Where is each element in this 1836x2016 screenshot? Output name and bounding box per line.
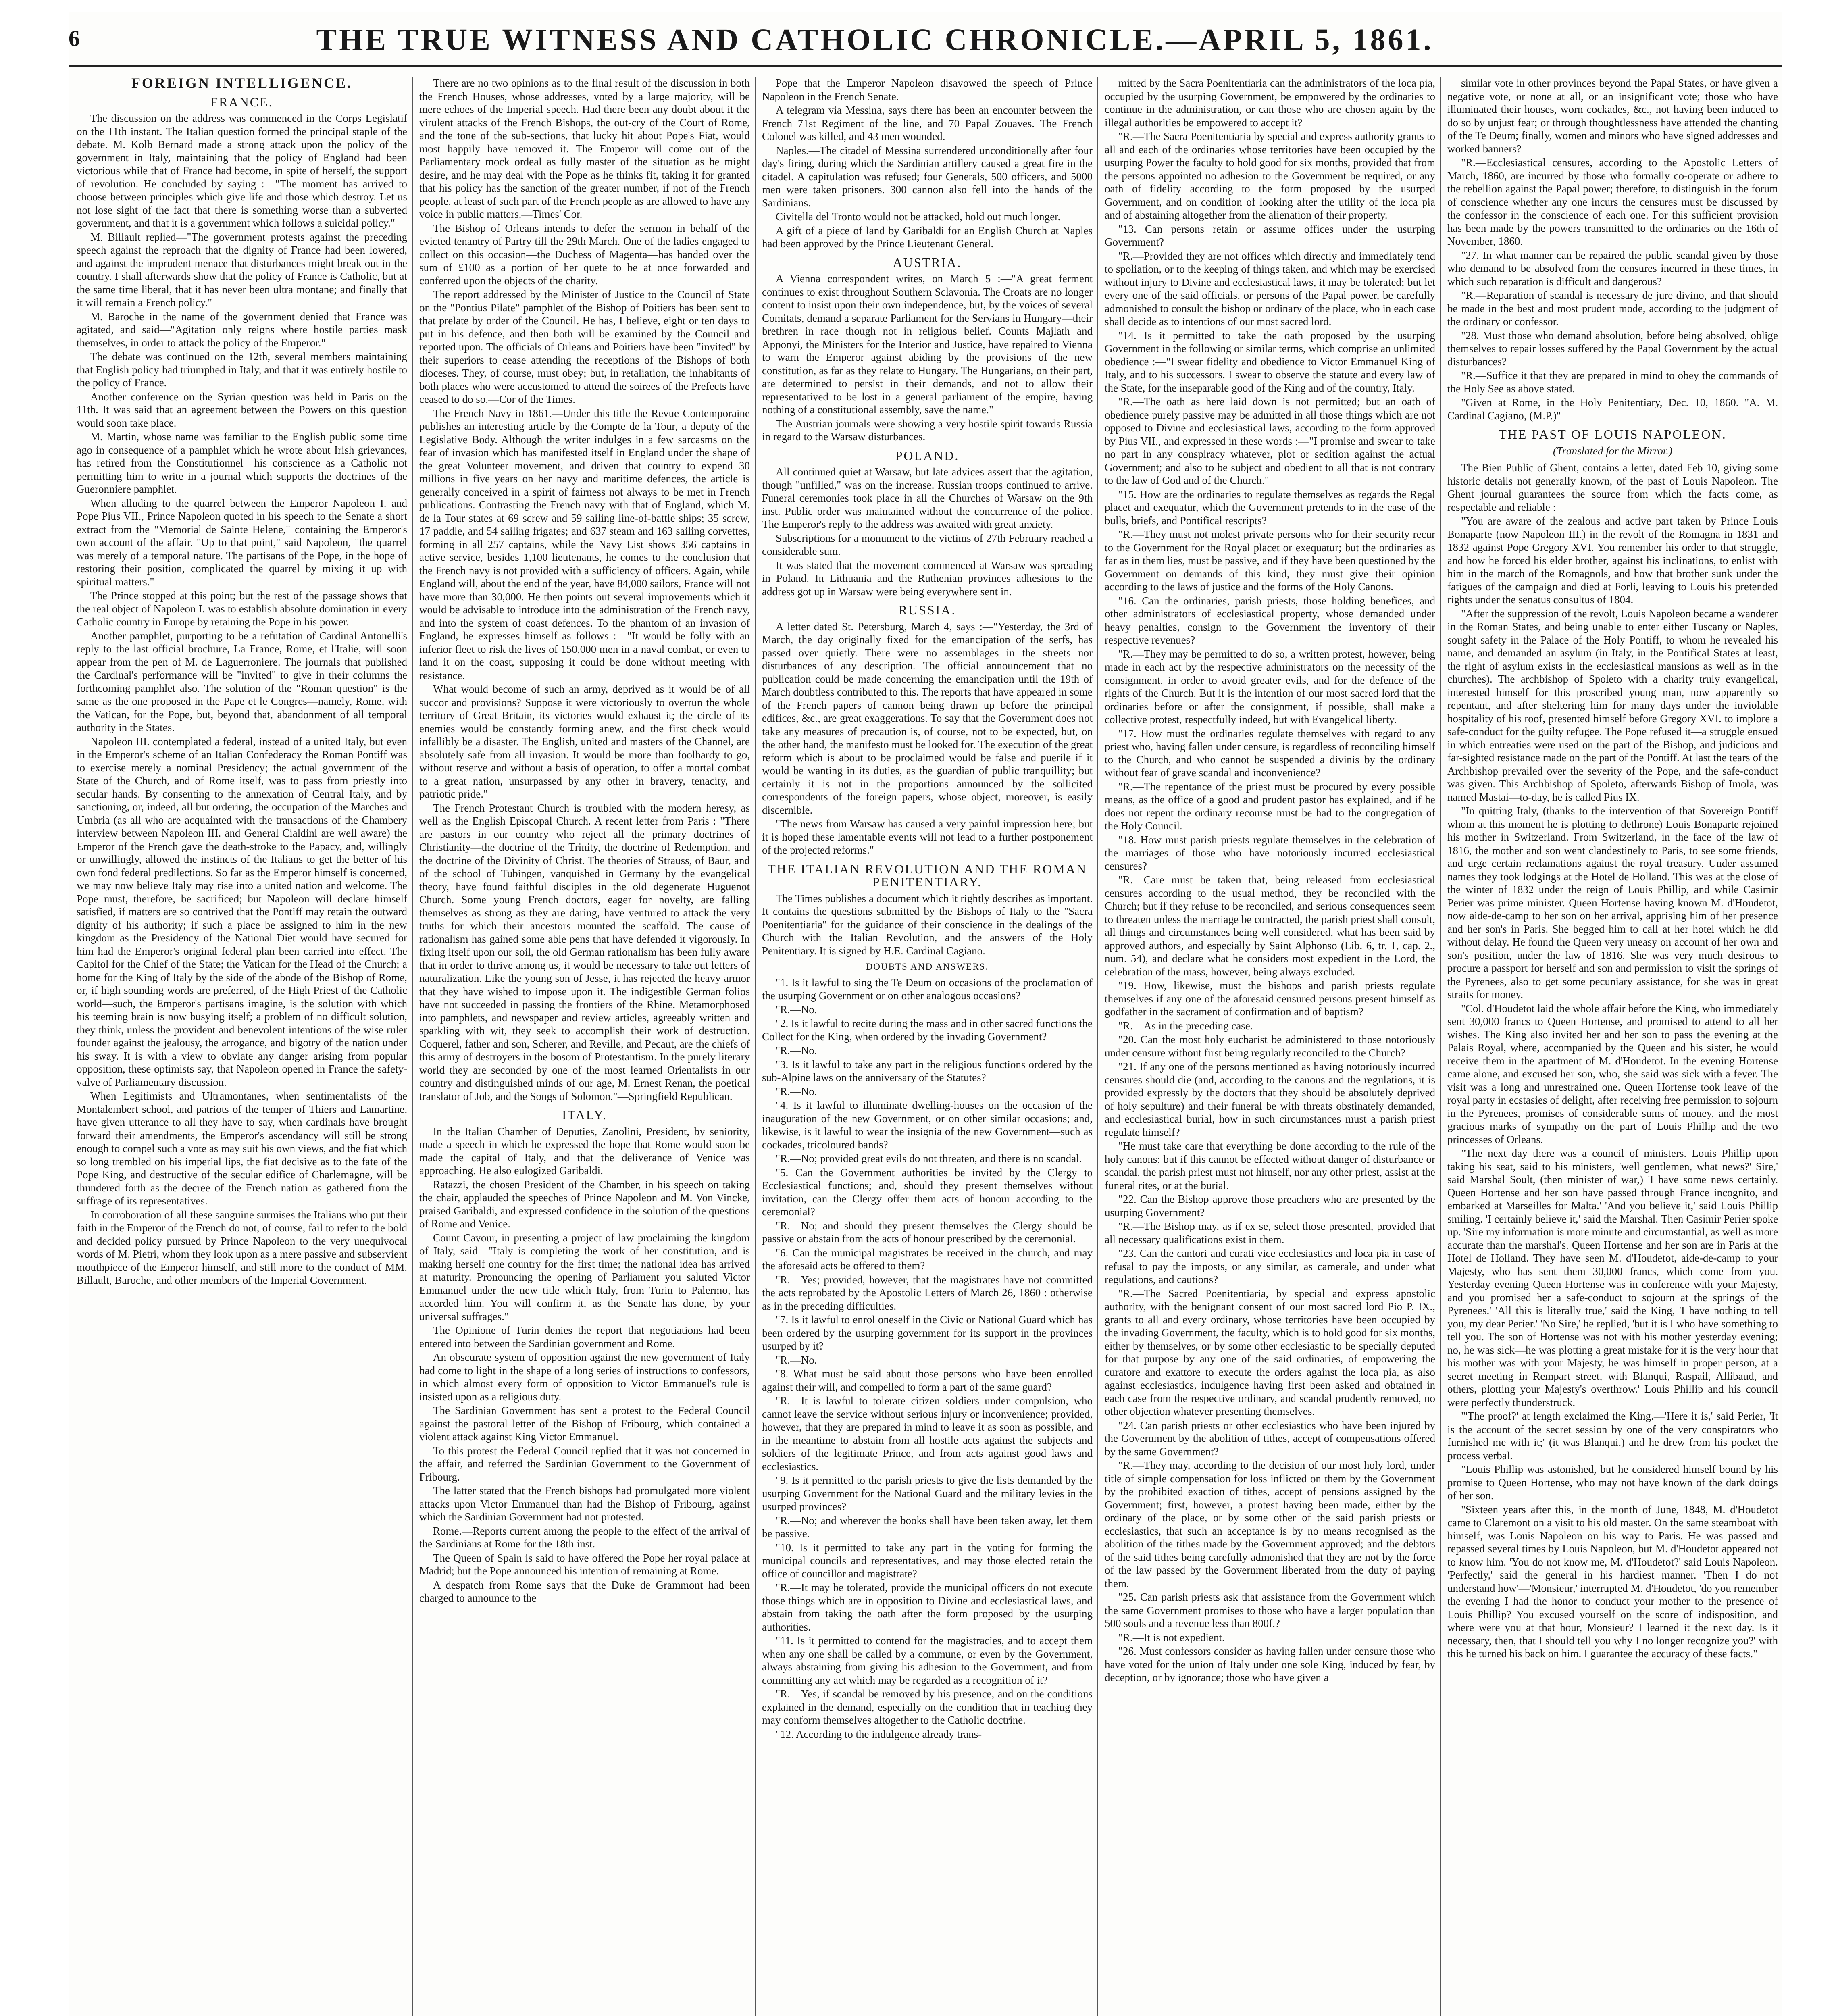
paragraph: "R.—No; and should they present themselves the Clergy should be passive or abstain from the acts of honour prescribed by the ceremonial. bbox=[762, 1219, 1093, 1245]
paragraph: "11. Is it permitted to contend for the magistracies, and to accept them when any one shall be called by a commune, or even by the Government, always abstaining from giving his adhesion to the Government, and from committing any act which may be regarded as a recognition of it? bbox=[762, 1635, 1093, 1686]
paragraph: "R.—It is not expedient. bbox=[1118, 1631, 1225, 1643]
paragraph: When Legitimists and Ultramontanes, when sentimentalists of the Montalembert school, and patriots of the temper of Thiers and Lamartine, have given utterance to all they have to say, when cardinals have brought forward their amendments, the Emperor's ascendancy will still be strong enough to compel such a vote as may suit his own views, and the fiat which so long trembled on his imperial lips, the fiat decisive as to the fate of the Pope King, and destructive of the secular edifice of Charlemagne, will be thundered forth as the decree of the French nation as gathered from the suffrage of its representatives. bbox=[77, 1090, 407, 1207]
paragraph: The Bien Public of Ghent, contains a letter, dated Feb 10, giving some historic details not generally known, of the past of Louis Napoleon. The Ghent journal guarantees the source from which the facts come, as respectable and reliable : bbox=[1447, 462, 1778, 513]
paragraph: "2. Is it lawful to recite during the mass and in other sacred functions the Collect for the King, when ordered by the invading Government? bbox=[762, 1017, 1093, 1043]
article-heading: THE ITALIAN REVOLUTION AND THE ROMAN PENITENTIARY. bbox=[768, 861, 1087, 889]
paragraph: "R.—The Sacred Poenitentiaria, by special and express apostolic authority, with the benignant consent of our most sacred lord Pio P. IX., grants to all and every ordinary, whose territories have been occupied by the invading Government, the faculty, which is to hold good for six months, either by themselves, or by some other ecclesiastic to be specially deputed for that purpose by any one of the said ordinaries, of empowering the curatore and exattore to execute the orders against the loca pia, as also against ecclesiastics, indulgence having first been asked and obtained in each case from the respective ordinary, and scandal prudently removed, no other objection whatever presenting themselves. bbox=[1105, 1287, 1435, 1417]
article-heading: POLAND. bbox=[895, 448, 960, 463]
paragraph: "3. Is it lawful to take any part in the religious functions ordered by the sub-Alpine laws on the anniversary of the Statutes? bbox=[762, 1058, 1093, 1083]
paragraph: The discussion on the address was commenced in the Corps Legislatif on the 11th instant. The Italian question formed the principal staple of the debate. M. Kolb Bernard made a strong attack upon the policy of the government in Italy, maintaining that the policy of England had been victorious while that of France had become, in spite of herself, the support of revolution. He concluded by saying :—"The moment has arrived to choose between principles which give life and those which destroy. Let us not lose sight of the fact that there is something worse than a subverted government, and that it is a government which follows a suicidal policy." bbox=[77, 112, 407, 229]
paragraph: "6. Can the municipal magistrates be received in the church, and may the aforesaid acts be offered to them? bbox=[762, 1246, 1093, 1272]
paragraph: "R.—The repentance of the priest must be procured by every possible means, as the office of a good and prudent pastor has explained, and if he does not repent the ordinary recourse must be had to the congregation of the Holy Council. bbox=[1105, 780, 1435, 832]
paragraph: The Sardinian Government has sent a protest to the Federal Council against the pastoral letter of the Bishop of Fribourg, which contained a violent attack against King Victor Emmanuel. bbox=[419, 1404, 750, 1443]
paragraph: "R.—No; and wherever the books shall have been taken away, let them be passive. bbox=[762, 1514, 1093, 1539]
paragraph: Another conference on the Syrian question was held in Paris on the 11th. It was said that an agreement between the Powers on this question would soon take place. bbox=[77, 390, 407, 429]
paragraph: "R.—Care must be taken that, being released from ecclesiastical censures according to the usual method, they be reconciled with the Church; but if they refuse to be reconciled, and serious consequences seem to threaten unless the marriage be contracted, the parish priest shall consult, all things and circumstances being well considered, what has been said by approved authors, and especially by Saint Alphonso (Lib. 6, tr. 1, cap. 2., num. 54), and declare what he considers most expedient in the Lord, the celebration of the mass, however, being always excluded. bbox=[1105, 874, 1435, 978]
paragraph: "R.—Ecclesiastical censures, according to the Apostolic Letters of March, 1860, are incurred by those who formally co-operate or adhere to the rebellion against the Papal power; therefore, to distinguish in the forum of conscience whether any one incurs the censures must be discussed by the confessor in the conscience of each one. For this sufficient provision has been made by the powers transmitted to the ordinaries on the 16th of November, 1860. bbox=[1447, 156, 1778, 247]
paragraph: M. Baroche in the name of the government denied that France was agitated, and said—"Agitation only reigns where hostile parties mask themselves, in order to attack the policy of the Emperor." bbox=[77, 310, 407, 349]
paragraph: "Sixteen years after this, in the month of June, 1848, M. d'Houdetot came to Claremont on a visit to his old master. On the same steamboat with himself, was Louis Napoleon on his way to Paris. He was passed and repassed several times by Louis Napoleon, but M. d'Houdetot appeared not to know him. 'You do not know me, M. d'Houdetot?' said Louis Napoleon. 'Perfectly,' said the general in his hardiest manner. 'Then I do not understand how'—'Monsieur,' interrupted M. d'Houdetot, 'do you remember the evening I had the honor to conduct your mother to the presence of Louis Phillip? You excused yourself on the score of indisposition, and where were you at that hour, Monsieur? I learned it the next day. Is it necessary, then, that I should tell you why I no longer recognize you?' with this he turned his back on him. I guarantee the accuracy of these facts." bbox=[1447, 1503, 1778, 1660]
paragraph: "You are aware of the zealous and active part taken by Prince Louis Bonaparte (now Napoleon III.) in the revolt of the Romagna in 1831 and 1832 against Pope Gregory XVI. You remember his order to that struggle, and how he forced his elder brother, against his inclinations, to enlist with him in the march of the Romagnols, and how that brother sunk under the fatigues of the campaign and died at Forli, leaving to Louis his pretended rights under the senatus consultus of 1804. bbox=[1447, 515, 1778, 606]
paragraph: similar vote in other provinces beyond the Papal States, or have given a negative vote, or none at all, or an insignificant vote; those who have illuminated their houses, worn cockades, &c., not having been induced to do so by unjust fear; or through thoughtlessness have attended the chanting of the Te Deum; finally, women and minors who have signed addresses and worked banners? bbox=[1447, 77, 1778, 155]
paragraph: "R.—It may be tolerated, provide the municipal officers do not execute those things which are in opposition to Divine and ecclesiastical laws, and abstain from taking the oath after the form proposed by the usurping authorities. bbox=[762, 1581, 1093, 1633]
paragraph: "10. Is it permitted to take any part in the voting for forming the municipal councils and representatives, and may those elected retain the office of councillor and magistrate? bbox=[762, 1541, 1093, 1580]
paragraph: "25. Can parish priests ask that assistance from the Government which the same Government promises to those who have a larger population than 500 souls and a revenue less than 800f.? bbox=[1105, 1591, 1435, 1629]
paragraph: "He must take care that everything be done according to the rule of the holy canons; but if this cannot be effected without danger of disturbance or scandal, the parish priest must not himself, nor any other priest, assist at the funeral rites, or at the burial. bbox=[1105, 1140, 1435, 1191]
paragraph: A telegram via Messina, says there has been an encounter between the French 71st Regiment of the line, and 70 Papal Zouaves. The French Colonel was killed, and 43 men wounded. bbox=[762, 104, 1093, 142]
paragraph: "R.—No. bbox=[776, 1003, 817, 1016]
paragraph: "27. In what manner can be repaired the public scandal given by those who demand to be absolved from the censures incurred in these times, in which such reparation is difficult and dangerous? bbox=[1447, 249, 1778, 287]
paragraph: In corroboration of all these sanguine surmises the Italians who put their faith in the Emperor of the French do not, of course, fail to refer to the bold and decided policy pursued by Prince Napoleon to the very unequivocal words of M. Pietri, whom they look upon as a mere passive and subservient mouthpiece of the Emperor himself, and still more to the conduct of MM. Billault, Baroche, and other members of the Imperial Government. bbox=[77, 1208, 407, 1286]
article-heading: ITALY. bbox=[562, 1108, 608, 1122]
paragraph: "13. Can persons retain or assume offices under the usurping Government? bbox=[1105, 223, 1435, 248]
newspaper-page bbox=[69, 12, 1782, 2016]
paragraph: All continued quiet at Warsaw, but late advices assert that the agitation, though "unfilled," was on the increase. Russian troops continued to arrive. Funeral ceremonies took place in all the Churches of Warsaw on the 9th inst. Public order was maintained without the concurrence of the police. The Emperor's reply to the address was awaited with great anxiety. bbox=[762, 466, 1093, 530]
section-heading: FOREIGN INTELLIGENCE. bbox=[131, 77, 353, 91]
paragraph: The Times publishes a document which it rightly describes as important. It contains the questions submitted by the Bishops of Italy to the "Sacra Poenitentiaria" for the guidance of their conscience in the dealings of the Church with the Italian Revolution, and the answers of the Holy Penitentiary. It is signed by H.E. Cardinal Cagiano. bbox=[762, 892, 1093, 957]
column-divider bbox=[412, 77, 413, 2016]
paragraph: "R.—Reparation of scandal is necessary de jure divino, and that should be made in the best and most prudent mode, according to the judgment of the ordinary or confessor. bbox=[1447, 289, 1778, 327]
paragraph: "1. Is it lawful to sing the Te Deum on occasions of the proclamation of the usurping Government or on other analogous occasions? bbox=[762, 976, 1093, 1002]
paragraph: Napoleon III. contemplated a federal, instead of a united Italy, but even in the Emperor's scheme of an Italian Confederacy the Roman Pontiff was to exercise merely a nominal Presidency; the actual government of the State of the Church, and of Rome itself, was to pass from priestly into secular hands. By consenting to the annexation of Central Italy, and by sanctioning, or, indeed, all but ordering, the occupation of the Marches and Umbria (as all who are acquainted with the transactions of the Chambery interview between Napoleon III. and General Cialdini are well aware) the Emperor of the French gave the death-stroke to the Papacy, and, willingly or unwillingly, allowed the instincts of the Italians to get the better of his own fond federal predilections. So far as the Emperor himself is concerned, we may now believe Italy may rise into a united nation and welcome. The Pope must, therefore, be sacrificed; but Napoleon will declare himself satisfied, if matters are so contrived that the Pontiff may retain the outward dignity of his authority; if such a place be assigned to him in the new kingdom as the Presidency of the National Diet would have secured for him had the Emperor's original federal plan been carried into effect. The Capitol for the Chief of the State; the Vatican for the Head of the Church; a home for the King of Italy by the side of the abode of the Bishop of Rome, or, if high sounding words are preferred, of the High Priest of the Catholic world—such, the Emperor's partisans imagine, is the solution with which his teeming brain is now busying itself; a problem of no difficult solution, they think, unless the provident and benevolent intentions of the wise ruler founder against the jealousy, the arrogance, and bigotry of the nation under his sway. It is with a view to obviate any danger arising from popular opposition, these optimists say, that Napoleon opened in France the safety-valve of Parliamentary discussion. bbox=[77, 735, 407, 1088]
paragraph: An obscurate system of opposition against the new government of Italy had come to light in the shape of a long series of instructions to confessors, in which almost every form of opposition to Victor Emmanuel's rule is insisted upon as a religious duty. bbox=[419, 1351, 750, 1403]
paragraph: In the Italian Chamber of Deputies, Zanolini, President, by seniority, made a speech in which he expressed the hope that Rome would soon be made the capital of Italy, and that the deliverance of Venice was approaching. He also eulogized Garibaldi. bbox=[419, 1125, 750, 1177]
column-1 bbox=[77, 77, 407, 2016]
paragraph: The latter stated that the French bishops had promulgated more violent attacks upon Victor Emmanuel than had the Bishop of Fribourg, against which the Sardinian Government had not protested. bbox=[419, 1485, 750, 1523]
paragraph: A Vienna correspondent writes, on March 5 :—"A great ferment continues to exist throughout Southern Sclavonia. The Croats are no longer content to insist upon their own independence, but, by the voices of several Comitats, demand a separate Parliament for the Servians in Hungary—their brethren in race though not in religious belief. Counts Majlath and Apponyi, the Ministers for the Interior and Justice, have repaired to Vienna to warn the Emperor against abiding by the provisions of the new constitution, as far as they relate to Hungary. The Hungarians, on their part, are determined to persist in their demands, and not to allow their representatived to be lost in a general parliament of the empire, having nothing of a constitutional assembly, save the name." bbox=[762, 273, 1093, 416]
masthead bbox=[69, 20, 1782, 65]
article-heading: THE PAST OF LOUIS NAPOLEON. bbox=[1499, 427, 1727, 442]
column-2 bbox=[419, 77, 750, 2016]
paragraph: A letter dated St. Petersburg, March 4, says :—"Yesterday, the 3rd of March, the day originally fixed for the emancipation of the serfs, has passed over quietly. There were no assemblages in the streets nor disturbances of any description. The official announcement that no publication could be made concerning the emancipation until the 19th of March doubtless contributed to this. The reports that have appeared in some of the French papers of cannon being drawn up before the principal edifices, &c., are great exaggerations. To say that the Government does not take any measures of precaution is, of course, not to be expected, but, on the other hand, the manifesto must be looked for. The execution of the great reform which is about to be proclaimed would be false and puerile if it would be wanting in its duties, as the guardian of public tranquillity; but certainly it is not in the proportions announced by the sollicited correspondents of the foreign papers, whose object, moreover, is easily discernible. bbox=[762, 620, 1093, 816]
subheading: (Translated for the Mirror.) bbox=[1553, 444, 1673, 457]
paragraph: "In quitting Italy, (thanks to the intervention of that Sovereign Pontiff whom at this moment he is plotting to dethrone) Louis Bonaparte rejoined his mother in Switzerland. From Switzerland, in the face of the law of 1816, the mother and son went clandestinely to Paris, to see some friends, and urge certain reclamations against the royal treasury. Under assumed names they took lodgings at the Hotel de Holland. This was at the close of the winter of 1832 under the reign of Louis Phillip, and while Casimir Perier was prime minister. Queen Hortense having known M. d'Houdetot, now aide-de-camp to her son on her arrival, apprising him of her presence and her son's in Paris. She begged him to call at her hotel which he did without delay. He found the Queen very uneasy on account of her own and son's position, under the law of 1816. She was very much desirous to procure a passport for herself and son and permission to visit the springs of the Pyrenees, also to get some pecuniary assistance, for she was in great straits for money. bbox=[1447, 805, 1778, 1000]
article-heading: FRANCE. bbox=[210, 94, 273, 109]
paragraph: There are no two opinions as to the final result of the discussion in both the French Houses, whose addresses, voted by a large majority, will be mere echoes of the Imperial speech. Had there been any doubt about it the virulent attacks of the French Bishops, the out-cry of the Court of Rome, and the tone of the sub-sections, that lucky hit about Pope's Fiat, would most happily have removed it. The Emperor will come out of the Parliamentary mock ordeal as fully master of the situation as he might desire, and he may deal with the Pope as he thinks fit, taking it for granted that his policy has the sanction of the greater number, if not of the French people, at least of such part of the French people as are allowed to have any voice in public matters.—Times' Cor. bbox=[419, 77, 750, 220]
paragraph: "21. If any one of the persons mentioned as having notoriously incurred censures should die (and, according to the canons and the regulations, it is provided expressly by the doctors that they should be absolutely deprived of holy sepulture) and their funeral be with threats obstinately demanded, and ecclesiastical burial, how in such circumstances must a parish priest regulate himself? bbox=[1105, 1060, 1435, 1138]
paragraph: Ratazzi, the chosen President of the Chamber, in his speech on taking the chair, applauded the speeches of Prince Napoleon and M. Von Vincke, praised Garibaldi, and expressed confidence in the solution of the questions of Rome and Venice. bbox=[419, 1178, 750, 1230]
paragraph: "14. Is it permitted to take the oath proposed by the usurping Government in the following or similar terms, which comprise an unlimited obedience :—"I swear fidelity and obedience to Victor Emmanuel King of Italy, and to his successors. I swear to observe the statute and every law of the State, for the inseparable good of the King and of the country, Italy. bbox=[1105, 329, 1435, 394]
paragraph: Count Cavour, in presenting a project of law proclaiming the kingdom of Italy, said—"Italy is completing the work of her constitution, and is making herself one country for the first time; the national idea has arrived at maturity. Pronouncing the opening of Parliament you saluted Victor Emmanuel under the new title which Italy, from Turin to Palermo, has accorded him. You will confirm it, as the Senate has done, by your universal suffrages." bbox=[419, 1231, 750, 1322]
paragraph: "17. How must the ordinaries regulate themselves with regard to any priest who, having fallen under censure, is regardless of reconciling himself to the Church, and who cannot be suspended a divinis by the ordinary without fear of grave scandal and inconvenience? bbox=[1105, 727, 1435, 779]
paragraph: "R.—Provided they are not offices which directly and immediately tend to spoliation, or to the keeping of things taken, and which may be exercised without injury to Divine and ecclesiastical laws, it may be tolerated; but let every one of the said officials, or persons of the Papal power, be carefully admonished to consult the bishop or ordinary of the place, who in each case shall decide as to intentions of our most sacred lord. bbox=[1105, 250, 1435, 327]
column-4 bbox=[1105, 77, 1435, 2016]
paragraph: "19. How, likewise, must the bishops and parish priests regulate themselves if any one of the aforesaid censured persons present himself as godfather in the sacrament of confirmation and of baptism? bbox=[1105, 979, 1435, 1018]
paragraph: M. Billault replied—"The government protests against the preceding speech against the reproach that the dignity of France had been lowered, and against the imprudent menace that disturbances might break out in the country. I shall afterwards show that the policy of France is Catholic, but at the same time liberal, that it has never been ultra montane; and finally that it will remain a French policy." bbox=[77, 231, 407, 308]
paragraph: "5. Can the Government authorities be invited by the Clergy to Ecclesiastical functions; and, should they present themselves without invitation, can the Clergy offer them acts of honour according to the ceremonial? bbox=[762, 1166, 1093, 1218]
paragraph: "Louis Phillip was astonished, but he considered himself bound by his promise to Queen Hortense, who may not have known of the dark doings of her son. bbox=[1447, 1463, 1778, 1502]
paragraph: "4. Is it lawful to illuminate dwelling-houses on the occasion of the inauguration of the new Government, or on other similar occasions; and, likewise, is it lawful to wear the insignia of the new Government—such as cockades, tricoloured bands? bbox=[762, 1099, 1093, 1151]
paragraph: "R.—Suffice it that they are prepared in mind to obey the commands of the Holy See as above stated. bbox=[1447, 369, 1778, 395]
paragraph: "18. How must parish priests regulate themselves in the celebration of the marriages of those who have notoriously incurred ecclesiastical censures? bbox=[1105, 833, 1435, 872]
paragraph: "R.—Yes; provided, however, that the magistrates have not committed the acts reprobated by the Apostolic Letters of March 26, 1860 : otherwise as in the preceding difficulties. bbox=[762, 1273, 1093, 1312]
paragraph: Subscriptions for a monument to the victims of 27th February reached a considerable sum. bbox=[762, 532, 1093, 557]
paragraph: "22. Can the Bishop approve those preachers who are presented by the usurping Government? bbox=[1105, 1193, 1435, 1218]
paragraph: "R.—The oath as here laid down is not permitted; but an oath of obedience purely passive may be admitted in all those things which are not opposed to Divine and ecclesiastical laws, according to the form approved by Pius VII., and expressed in these words :—"I promise and swear to take no part in any conspiracy whatever, plot or sedition against the actual Government; and also to be subject and obedient to all that is not contrary to the law of God and of the Church." bbox=[1105, 396, 1435, 486]
paragraph: "15. How are the ordinaries to regulate themselves as regards the Regal placet and exequatur, which the Government pretends to in the case of the bulls, briefs, and Pontifical rescripts? bbox=[1105, 488, 1435, 527]
paragraph: Pope that the Emperor Napoleon disavowed the speech of Prince Napoleon in the French Senate. bbox=[762, 77, 1093, 102]
paragraph: "20. Can the most holy eucharist be administered to those notoriously under censure without first being regularly reconciled to the Church? bbox=[1105, 1033, 1435, 1059]
paragraph: What would become of such an army, deprived as it would be of all succor and provisions? Suppose it were victoriously to overrun the whole territory of Great Britain, its victories would exhaust it; the circle of its enemies would be constantly forming anew, and the first check would infallibly be a disaster. The English, united and masters of the Channel, are absolutely safe from all invasion. It would be more than foolhardy to go, without reserve and without a basis of operation, to offer a mortal combat to a great nation, unsurpassed by any other in bravery, tenacity, and patriotic pride." bbox=[419, 683, 750, 800]
paragraph: Rome.—Reports current among the people to the effect of the arrival of the Sardinians at Rome for the 18th inst. bbox=[419, 1524, 750, 1550]
column-divider bbox=[1097, 77, 1098, 2016]
column-5 bbox=[1447, 77, 1778, 2016]
paragraph: The Austrian journals were showing a very hostile spirit towards Russia in regard to the Warsaw disturbances. bbox=[762, 417, 1093, 443]
paragraph: "R.—No. bbox=[776, 1085, 817, 1098]
paragraph: Naples.—The citadel of Messina surrendered unconditionally after four day's firing, during which the Sardinian artillery caused a great fire in the citadel. A capitulation was refused; four Generals, 500 officers, and 5000 men were taken prisoners. 300 cannon also fell into the hands of the Sardinians. bbox=[762, 144, 1093, 209]
newspaper-title: THE TRUE WITNESS AND CATHOLIC CHRONICLE.—APRIL 5, 1861. bbox=[316, 23, 1434, 57]
paragraph: To this protest the Federal Council replied that it was not concerned in the affair, and referred the Sardinian Government to the Government of Fribourg. bbox=[419, 1444, 750, 1483]
paragraph: mitted by the Sacra Poenitentiaria can the administrators of the loca pia, occupied by the usurping Government, be empowered by the ordinaries to continue in the administration, or can those who are chosen again by the illegal authorities be empowered to accept it? bbox=[1105, 77, 1435, 129]
paragraph: "9. Is it permitted to the parish priests to give the lists demanded by the usurping Government for the National Guard and the military levies in the usurped provinces? bbox=[762, 1474, 1093, 1512]
paragraph: M. Martin, whose name was familiar to the English public some time ago in consequence of a pamphlet which he wrote about Irish grievances, has retired from the Constitutionnel—his conscience as a Catholic not permitting him to write in a journal which supports the doctrines of the Gueronniere pamphlet. bbox=[77, 431, 407, 495]
paragraph: "16. Can the ordinaries, parish priests, those holding benefices, and other administrators of ecclesiastical property, whose demanded under heavy penalties, consign to the Government the inventory of their respective revenues? bbox=[1105, 594, 1435, 646]
paragraph: The Bishop of Orleans intends to defer the sermon in behalf of the evicted tenantry of Partry till the 29th March. One of the ladies engaged to collect on this occasion—the Duchess of Magenta—has handed over the sum of £100 as a portion of her quete to be at once forwarded and conferred upon the objects of the charity. bbox=[419, 222, 750, 287]
paragraph: The report addressed by the Minister of Justice to the Council of State on the "Pontius Pilate" pamphlet of the Bishop of Poitiers has been sent to that prelate by order of the Council. He has, I believe, eight or ten days to put in his defence, and then both will be examined by the Council and reported upon. The officials of Orleans and Poitiers have been "invited" by their superiors to cease attending the receptions of the Bishops of both dioceses. They, of course, must obey; but, in retaliation, the inhabitants of both places who were accustomed to attend the soirees of the Prefects have ceased to do so.—Cor of the Times. bbox=[419, 288, 750, 405]
page-number: 6 bbox=[69, 26, 80, 51]
paragraph: The French Navy in 1861.—Under this title the Revue Contemporaine publishes an interesting article by the Compte de la Tour, a deputy of the Legislative Body. Although the writer indulges in a few sarcasms on the fear of invasion which has manifested itself in England under the shape of the great Volunteer movement, and driven that country to expend 30 millions in five years on her navy and maritime defences, the article is generally conceived in a spirit of fairness not always to be met in French publications. Contrasting the French navy with that of England, which M. de la Tour states at 69 screw and 59 sailing line-of-battle ships; 35 screw, 17 paddle, and 54 sailing frigates; and 637 steam and 163 sailing corvettes, forming in all 257 captains, while the Navy List shows 356 captains in active service, besides 1,100 lieutenants, he comes to the conclusion that the French navy is not provided with a sufficiency of officers. Again, while England will, about the end of the year, have 84,000 sailors, France will not have more than 30,000. He then points out several improvements which it would be advisable to introduce into the administration of the French navy, and into the system of coast defences. To the phantom of an invasion of England, he expresses himself as follows :—"It would be folly with an inferior fleet to risk the lives of 150,000 men in a naval combat, or even to land it on the coast, supposing it could be done without meeting with resistance. bbox=[419, 407, 750, 681]
paragraph: A despatch from Rome says that the Duke de Grammont had been charged to announce to the bbox=[419, 1579, 750, 1604]
paragraph: "'The proof?' at length exclaimed the King.—'Here it is,' said Perier, 'It is the account of the secret session by one of the very conspirators who furnished me with it;' (it was Blanqui,) and he drew from his pocket the process verbal. bbox=[1447, 1410, 1778, 1462]
paragraph: The Queen of Spain is said to have offered the Pope her royal palace at Madrid; but the Pope announced his intention of remaining at Rome. bbox=[419, 1552, 750, 1577]
paragraph: Another pamphlet, purporting to be a refutation of Cardinal Antonelli's reply to the last official brochure, La France, Rome, et l'Italie, will soon appear from the pen of M. de Laguerroniere. The journals that published the Cardinal's performance will be "invited" to give in their columns the forthcoming pamphlet also. The solution of the "Roman question" is the same as the one proposed in the Pape et le Congres—namely, Rome, with the Vatican, for the Pope, but, beyond that, abandonment of all temporal authority in the States. bbox=[77, 629, 407, 733]
paragraph: "12. According to the indulgence already trans- bbox=[776, 1728, 982, 1740]
paragraph: It was stated that the movement commenced at Warsaw was spreading in Poland. In Lithuania and the Ruthenian provinces adhesions to the address got up in Warsaw were being everywhere sent in. bbox=[762, 559, 1093, 598]
column-divider bbox=[1440, 77, 1441, 2016]
paragraph: The Opinione of Turin denies the report that negotiations had been entered into between the Sardinian government and Rome. bbox=[419, 1324, 750, 1350]
masthead-rule bbox=[69, 65, 1782, 67]
article-heading: AUSTRIA. bbox=[893, 255, 962, 270]
article-heading: RUSSIA. bbox=[898, 603, 956, 617]
column-3 bbox=[762, 77, 1093, 2016]
paragraph: "26. Must confessors consider as having fallen under censure those who have voted for the union of Italy under one sole King, induced by fear, by deception, or by ignorance; those who have given a bbox=[1105, 1645, 1435, 1683]
paragraph: "24. Can parish priests or other ecclesiastics who have been injured by the Government by the abolition of tithes, accept of compensations offered by the same Government? bbox=[1105, 1419, 1435, 1458]
small-heading: DOUBTS AND ANSWERS. bbox=[866, 962, 989, 972]
paragraph: The debate was continued on the 12th, several members maintaining that English policy had triumphed in Italy, and that it was entirely hostile to the policy of France. bbox=[77, 350, 407, 389]
paragraph: "The next day there was a council of ministers. Louis Phillip upon taking his seat, said to his ministers, 'well gentlemen, what news?' Sire,' said Marshal Soult, (then minister of war,) 'I have some news certainly. Queen Hortense and her son have passed through France incognito, and embarked at Marseilles for Malta.' 'And you believe it,' said Louis Phillip smiling. 'I certainly believe it,' said the Marshal. Then Casimir Perier spoke up. 'Sire my information is more minute and circumstantial, as well as more accurate than the marshal's. Queen Hortense and her son are in Paris at the Hotel de Holland. They have seen M. d'Houdetot, aide-de-camp to your Majesty, who has sent them 30,000 francs, which come from you. Yesterday evening Queen Hortense was in conference with your Majesty, and you promised her a safe-conduct to sojourn at the springs of the Pyrenees.' 'All this is literally true,' said the King, 'I have nothing to tell you, my dear Perier.' 'No Sire,' he replied, 'but it is I who have something to tell you. The son of Hortense was not with his mother yesterday evening; no, he was sick—he was plotting a great mistake for it is the very hour that his mother was with your Majesty, he was himself in proper person, at a secret meeting in Rempart street, with Blanqui, Raspail, Allibaud, and others, plotting your Majesty's overthrow.' Louis Phillip and his council were perfectly thunderstruck. bbox=[1447, 1147, 1778, 1408]
paragraph: "28. Must those who demand absolution, before being absolved, oblige themselves to repair losses suffered by the Papal Government by the actual disturbances? bbox=[1447, 329, 1778, 368]
paragraph: The French Protestant Church is troubled with the modern heresy, as well as the English Episcopal Church. A recent letter from Paris : "There are pastors in our country who reject all the primary doctrines of Christianity—the doctrine of the Trinity, the doctrine of Redemption, and the doctrine of the Divinity of Christ. The theories of Strauss, of Baur, and of the school of Tubingen, vanquished in Germany by the evangelical theory, have found faithful disciples in the old degenerate Huguenot Church. Some young French doctors, eager for novelty, are falling themselves as strong as they are daring, have ventured to attack the very truths for which their ancestors mounted the scaffold. The cause of rationalism has gained some able pens that have defended it vigorously. In fixing itself upon our soil, the old German rationalism has been fully aware that in order to thrive among us, it would be necessary to take out letters of naturalization. Like the young son of Jesse, it has rejected the heavy armor that they have wished to impose upon it. The indigestible German folios have not succeeded in passing the frontiers of the Rhine. Metamorphosed into pamphlets, and newspaper and review articles, agreeably written and sparkling with wit, they seek to accomplish their work of destruction. Coquerel, father and son, Scherer, and Reville, and Pecaut, are the chiefs of this army of destroyers in the bosom of Protestantism. In the purely literary world they are seconded by one of the most learned Orientalists in our country and distinguished minds of our age, M. Ernest Renan, the poetical translator of Job, and the Songs of Solomon."—Springfield Republican. bbox=[419, 802, 750, 1102]
paragraph: Civitella del Tronto would not be attacked, hold out much longer. bbox=[776, 210, 1061, 223]
paragraph: "After the suppression of the revolt, Louis Napoleon became a wanderer in the Roman States, and being unable to enter either Tuscany or Naples, sought safety in the Palace of the Holy Pontiff, to whom he revealed his name, and demanded an asylum (in Italy, in the Pontifical States at least, the right of asylum exists in the ecclesiastical mansions as well as in the churches). The archbishop of Spoleto with a charity truly evangelical, interested himself for this proscribed young man, now apparently so repentant, and after sheltering him for many days under the inviolable hospitality of his roof, presented himself before Gregory XVI. to implore a safe-conduct for the guilty refugee. The Pope refused it—a struggle ensued in which entreaties were used on the part of the Bishop, and judicious and far-sighted resistance made on the part of the Pontiff. At last the tears of the Archbishop prevailed over the severity of the Pope, and the safe-conduct was given. This Archbishop of Spoleto, afterwards Bishop of Imola, was named Mastai—to-day, he is called Pius IX. bbox=[1447, 607, 1778, 803]
paragraph: When alluding to the quarrel between the Emperor Napoleon I. and Pope Pius VII., Prince Napoleon quoted in his speech to the Senate a short extract from the "Memorial de Sainte Helene," containing the Emperor's own account of the affair. "Up to that point," said Napoleon, "the quarrel was merely of a temporal nature. The partisans of the Pope, in the hope of restoring their position, complicated the quarrel by mixing it up with spiritual matters." bbox=[77, 497, 407, 588]
paragraph: "R.—No. bbox=[776, 1354, 817, 1366]
paragraph: "23. Can the cantori and curati vice ecclesiastics and loca pia in case of refusal to pay the imposts, or any similar, as camerale, and under what regulations, and cautions? bbox=[1105, 1247, 1435, 1285]
paragraph: "Col. d'Houdetot laid the whole affair before the King, who immediately sent 30,000 francs to Queen Hortense, and promised to attend to all her wishes. The King also invited her and her son to pass the evening at the Palais Royal, where, accompanied by the Queen and his sister, he would receive them in the apartment of M. d'Houdetot. In the evening Hortense came alone, and excused her son, who, she said was sick with a fever. The visit was a long and unrestrained one. Queen Hortense took leave of the royal party in ecstasies of delight, after receiving free permission to sojourn in the Pyrenees, promises of considerable sums of money, and the most gracious marks of sympathy on the part of Louis Phillip and the two princesses of Orleans. bbox=[1447, 1002, 1778, 1145]
paragraph: "R.—No; provided great evils do not threaten, and there is no scandal. bbox=[776, 1152, 1082, 1164]
paragraph: "R.—As in the preceding case. bbox=[1118, 1019, 1253, 1032]
paragraph: "Given at Rome, in the Holy Penitentiary, Dec. 10, 1860. "A. M. Cardinal Cagiano, (M.P.)" bbox=[1447, 396, 1778, 422]
paragraph: "R.—The Sacra Poenitentiaria by special and express authority grants to all and each of the ordinaries whose territories have been occupied by the usurping Power the faculty to hold good for six months, provided that from the persons appointed no adhesion to the Government be required, or any oath of fidelity according to the form proposed by the usurped Government, and on condition of looking after the utility of the loca pia and of abstaining altogether from the alienation of their property. bbox=[1105, 130, 1435, 221]
paragraph: "R.—It is lawful to tolerate citizen soldiers under compulsion, who cannot leave the service without serious injury or inconvenience; provided, however, that they are prepared in mind to leave it as soon as possible, and in the meantime to abstain from all hostile acts against the subjects and soldiers of the legitimate Prince, and from acts against good laws and ecclesiastics. bbox=[762, 1395, 1093, 1472]
paragraph: "R.—The Bishop may, as if ex se, select those presented, provided that all necessary qualifications exist in them. bbox=[1105, 1220, 1435, 1245]
column-divider bbox=[755, 77, 756, 2016]
paragraph: "7. Is it lawful to enrol oneself in the Civic or National Guard which has been ordered by the usurping government for its support in the provinces usurped by it? bbox=[762, 1314, 1093, 1352]
paragraph: "R.—Yes, if scandal be removed by his presence, and on the conditions explained in the demand, especially on the condition that in teaching they may conform themselves altogether to the Catholic doctrine. bbox=[762, 1688, 1093, 1726]
paragraph: "R.—They may, according to the decision of our most holy lord, under title of simple compensation for loss inflicted on them by the Government by the prohibited exaction of tithes, accept of pensions assigned by the Government; first, however, a protest having been made, either by the ordinary of the place, or by some other of the said parish priests or ecclesiastics, that such an acceptance is by no means recognised as the abolition of the tithes made by the Government approved; and the debtors of the said tithes being carefully admonished that they are not by the force of the law passed by the Government liberated from the duty of paying them. bbox=[1105, 1459, 1435, 1589]
paragraph: "R.—No. bbox=[776, 1044, 817, 1056]
paragraph: "R.—They must not molest private persons who for their security recur to the Government for the Royal placet or exequatur; but the ordinaries as far as in them lies, must be passive, and if they have been questioned by the Government on demands of this kind, they must give their opinion according to the laws of justice and the forms of the Holy Canons. bbox=[1105, 528, 1435, 593]
paragraph: "8. What must be said about those persons who have been enrolled against their will, and compelled to form a part of the same guard? bbox=[762, 1368, 1093, 1393]
paragraph: A gift of a piece of land by Garibaldi for an English Church at Naples had been approved by the Prince Lieutenant General. bbox=[762, 224, 1093, 250]
paragraph: "R.—They may be permitted to do so, a written protest, however, being made in each act by the respective administrators on the necessity of the consignment, in order to avoid greater evils, and for the defence of the rights of the Church. But it is the intention of our most sacred lord that the ordinaries before or after the consignment, if possible, shall make a collective protest, respectfully indeed, but with Evangelical liberty. bbox=[1105, 648, 1435, 725]
paragraph: The Prince stopped at this point; but the rest of the passage shows that the real object of Napoleon I. was to establish absolute domination in every Catholic country in Europe by retaining the Pope in his power. bbox=[77, 589, 407, 628]
paragraph: "The news from Warsaw has caused a very painful impression here; but it is hoped these lamentable events will not lead to a further postponement of the projected reforms." bbox=[762, 818, 1093, 856]
